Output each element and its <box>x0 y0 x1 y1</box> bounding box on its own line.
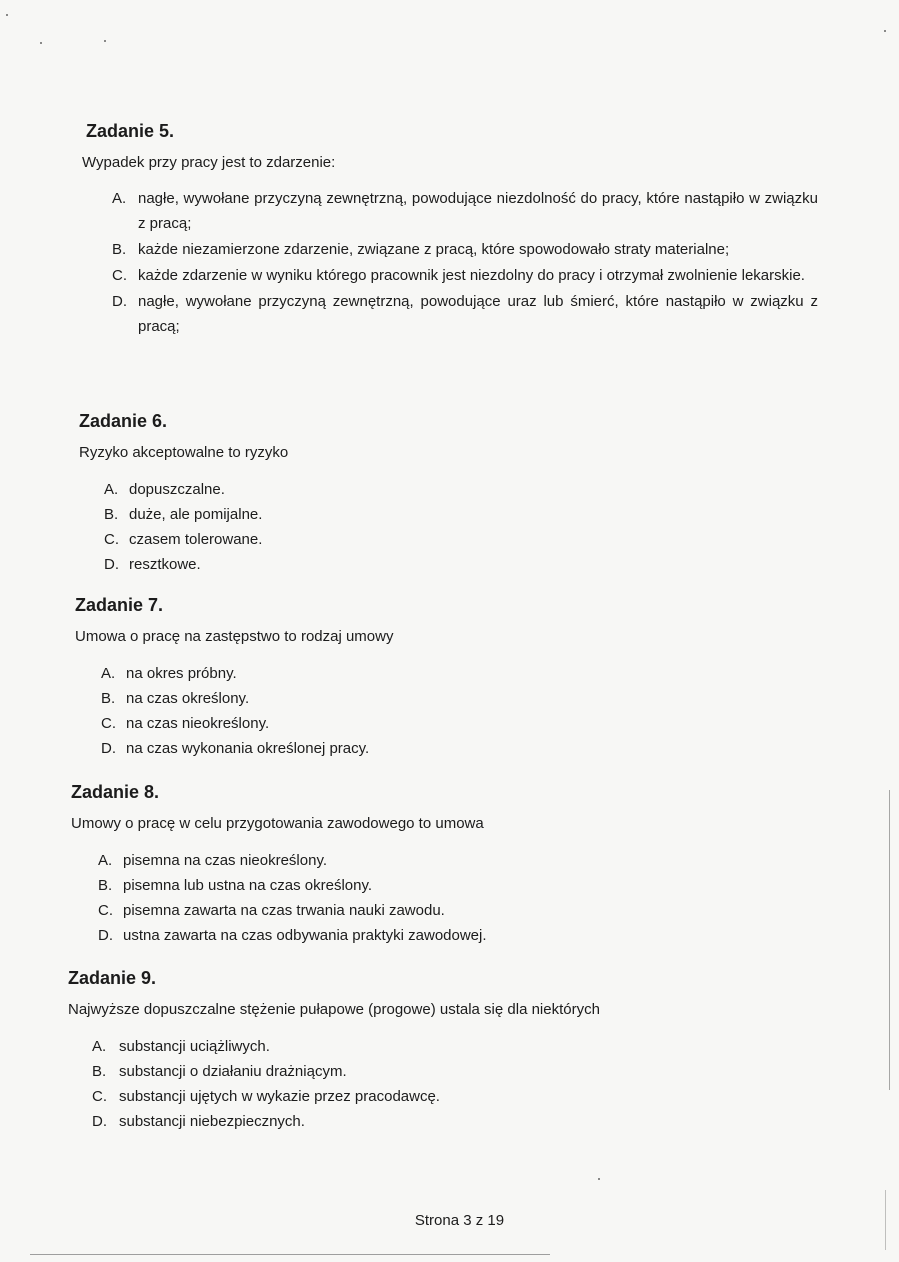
option-text: na czas nieokreślony. <box>126 715 270 732</box>
option-text: dopuszczalne. <box>129 481 225 498</box>
option-letter: C. <box>101 715 116 732</box>
answer-options <box>104 477 799 577</box>
task-question: Najwyższe dopuszczalne stężenie pułapowe (progowe) ustala się dla niektórych <box>68 1001 600 1018</box>
option-text: na czas określony. <box>126 690 250 707</box>
option-b <box>92 1059 808 1084</box>
answer-options <box>98 848 791 948</box>
option-letter: B. <box>104 506 119 523</box>
answer-options <box>112 186 818 339</box>
task-title: Zadanie 6. <box>79 411 168 431</box>
option-a <box>104 477 799 502</box>
option-b <box>101 686 795 711</box>
option-letter: A. <box>98 852 113 869</box>
page-number: Strona 3 z 19 <box>414 1212 505 1229</box>
option-c <box>104 527 799 552</box>
option-d <box>101 736 795 761</box>
option-letter: D. <box>104 556 119 573</box>
option-c <box>98 898 791 923</box>
option-text: pisemna lub ustna na czas określony. <box>123 877 373 894</box>
task-question: Wypadek przy pracy jest to zdarzenie: <box>82 154 336 171</box>
option-c <box>92 1084 808 1109</box>
option-text: każde niezamierzone zdarzenie, związane z pracą, które spowodowało straty materialne; <box>138 241 730 258</box>
option-letter: C. <box>112 267 127 284</box>
option-b <box>104 502 799 527</box>
task-6 <box>79 410 799 577</box>
option-text: duże, ale pomijalne. <box>129 506 263 523</box>
option-letter: B. <box>101 690 116 707</box>
option-text: nagłe, wywołane przyczyną zewnętrzną, powodujące niezdolność do pracy, które nastąpiło w związku z pracą; <box>138 190 818 232</box>
option-letter: A. <box>104 481 119 498</box>
option-text: resztkowe. <box>129 556 201 573</box>
option-text: czasem tolerowane. <box>129 531 263 548</box>
task-question: Ryzyko akceptowalne to ryzyko <box>79 444 289 461</box>
option-text: substancji ujętych w wykazie przez pracodawcę. <box>119 1088 440 1105</box>
option-text: ustna zawarta na czas odbywania praktyki zawodowej. <box>123 927 487 944</box>
task-title: Zadanie 9. <box>68 968 157 988</box>
scan-bottom-edge <box>30 1254 550 1255</box>
task-question: Umowa o pracę na zastępstwo to rodzaj umowy <box>75 628 394 645</box>
option-text: pisemna na czas nieokreślony. <box>123 852 327 869</box>
option-letter: C. <box>92 1088 107 1105</box>
option-a <box>101 661 795 686</box>
option-text: substancji o działaniu drażniącym. <box>119 1063 347 1080</box>
option-letter: C. <box>98 902 113 919</box>
answer-options <box>101 661 795 761</box>
option-text: każde zdarzenie w wyniku którego pracownik jest niezdolny do pracy i otrzymał zwolnienie lekarskie. <box>138 267 805 284</box>
option-a <box>98 848 791 873</box>
task-title: Zadanie 7. <box>75 595 164 615</box>
option-letter: D. <box>112 293 127 310</box>
option-text: substancji niebezpiecznych. <box>119 1113 305 1130</box>
option-text: pisemna zawarta na czas trwania nauki zawodu. <box>123 902 445 919</box>
task-title: Zadanie 8. <box>71 782 160 802</box>
scan-right-edge <box>889 790 890 1090</box>
task-question: Umowy o pracę w celu przygotowania zawodowego to umowa <box>71 815 484 832</box>
task-title: Zadanie 5. <box>86 121 175 141</box>
scan-speck <box>884 30 886 32</box>
option-letter: A. <box>101 665 116 682</box>
scan-speck <box>6 14 8 16</box>
option-d <box>112 289 818 339</box>
scan-speck <box>40 42 42 44</box>
option-text: na czas wykonania określonej pracy. <box>126 740 370 757</box>
option-letter: D. <box>101 740 116 757</box>
option-b <box>112 237 818 262</box>
option-text: na okres próbny. <box>126 665 237 682</box>
task-7 <box>75 594 795 761</box>
task-5 <box>82 120 818 339</box>
option-letter: D. <box>98 927 113 944</box>
scan-right-edge-lower <box>885 1190 886 1250</box>
option-d <box>104 552 799 577</box>
task-9 <box>68 967 808 1134</box>
task-8 <box>71 781 791 948</box>
option-text: nagłe, wywołane przyczyną zewnętrzną, powodujące uraz lub śmierć, które nastąpiło w związku z pracą; <box>138 293 818 335</box>
scan-speck <box>598 1178 600 1180</box>
option-c <box>101 711 795 736</box>
option-a <box>112 186 818 236</box>
option-text: substancji uciążliwych. <box>119 1038 270 1055</box>
option-letter: B. <box>112 241 127 258</box>
option-letter: A. <box>112 190 127 207</box>
option-a <box>92 1034 808 1059</box>
option-c <box>112 263 818 288</box>
option-letter: D. <box>92 1113 107 1130</box>
option-letter: B. <box>92 1063 107 1080</box>
option-d <box>98 923 791 948</box>
option-d <box>92 1109 808 1134</box>
option-letter: A. <box>92 1038 107 1055</box>
answer-options <box>92 1034 808 1134</box>
option-letter: C. <box>104 531 119 548</box>
option-letter: B. <box>98 877 113 894</box>
option-b <box>98 873 791 898</box>
scan-speck <box>104 40 106 42</box>
